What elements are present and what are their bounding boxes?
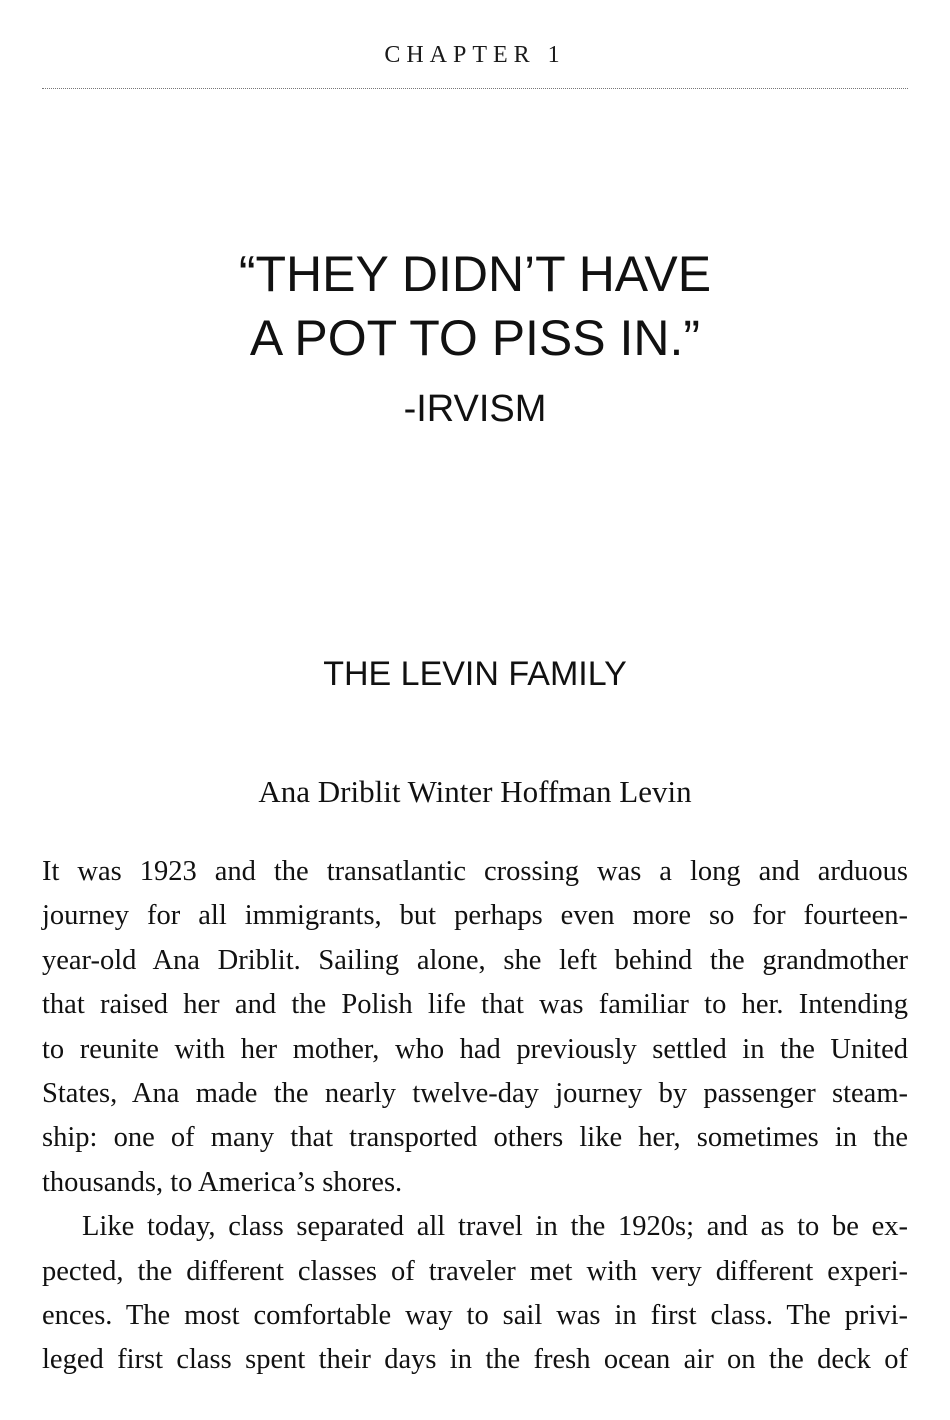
header-rule — [42, 88, 908, 89]
subsection-title: Ana Driblit Winter Hoffman Levin — [258, 774, 692, 809]
body-text — [42, 850, 908, 1383]
text-line: thousands, to America’s shores. — [42, 1166, 403, 1198]
epigraph-quote-line: “THEY DIDN’T HAVE — [238, 246, 712, 302]
paragraph — [42, 850, 908, 1205]
paragraph — [42, 1205, 908, 1383]
text-line: It was 1923 and the transatlantic crossing was a long and arduous — [42, 856, 908, 887]
text-line: ship: one of many that transported others like her, sometimes in the — [42, 1122, 908, 1154]
text-line: States, Ana made the nearly twelve-day journey by passenger steam- — [42, 1077, 908, 1109]
text-line: ences. The most comfortable way to sail was in first class. The privi- — [42, 1299, 908, 1331]
text-line: year-old Ana Driblit. Sailing alone, she left behind the grandmother — [42, 944, 908, 976]
text-line: journey for all immigrants, but perhaps even more so for fourteen- — [42, 900, 908, 932]
text-line: to reunite with her mother, who had previously settled in the United — [42, 1033, 908, 1065]
epigraph-quote — [0, 242, 950, 370]
epigraph-attribution: -IRVISM — [403, 388, 547, 430]
section-title: THE LEVIN FAMILY — [323, 655, 627, 693]
text-line: that raised her and the Polish life that was familiar to her. Intending — [42, 989, 908, 1021]
text-line: Like today, class separated all travel in the 1920s; and as to be ex- — [82, 1211, 908, 1243]
text-line: leged first class spent their days in the fresh ocean air on the deck of — [42, 1344, 908, 1376]
epigraph-quote-line: A POT TO PISS IN.” — [249, 310, 701, 366]
running-head: CHAPTER 1 — [384, 42, 566, 68]
text-line: pected, the different classes of traveler met with very different experi- — [42, 1255, 908, 1287]
